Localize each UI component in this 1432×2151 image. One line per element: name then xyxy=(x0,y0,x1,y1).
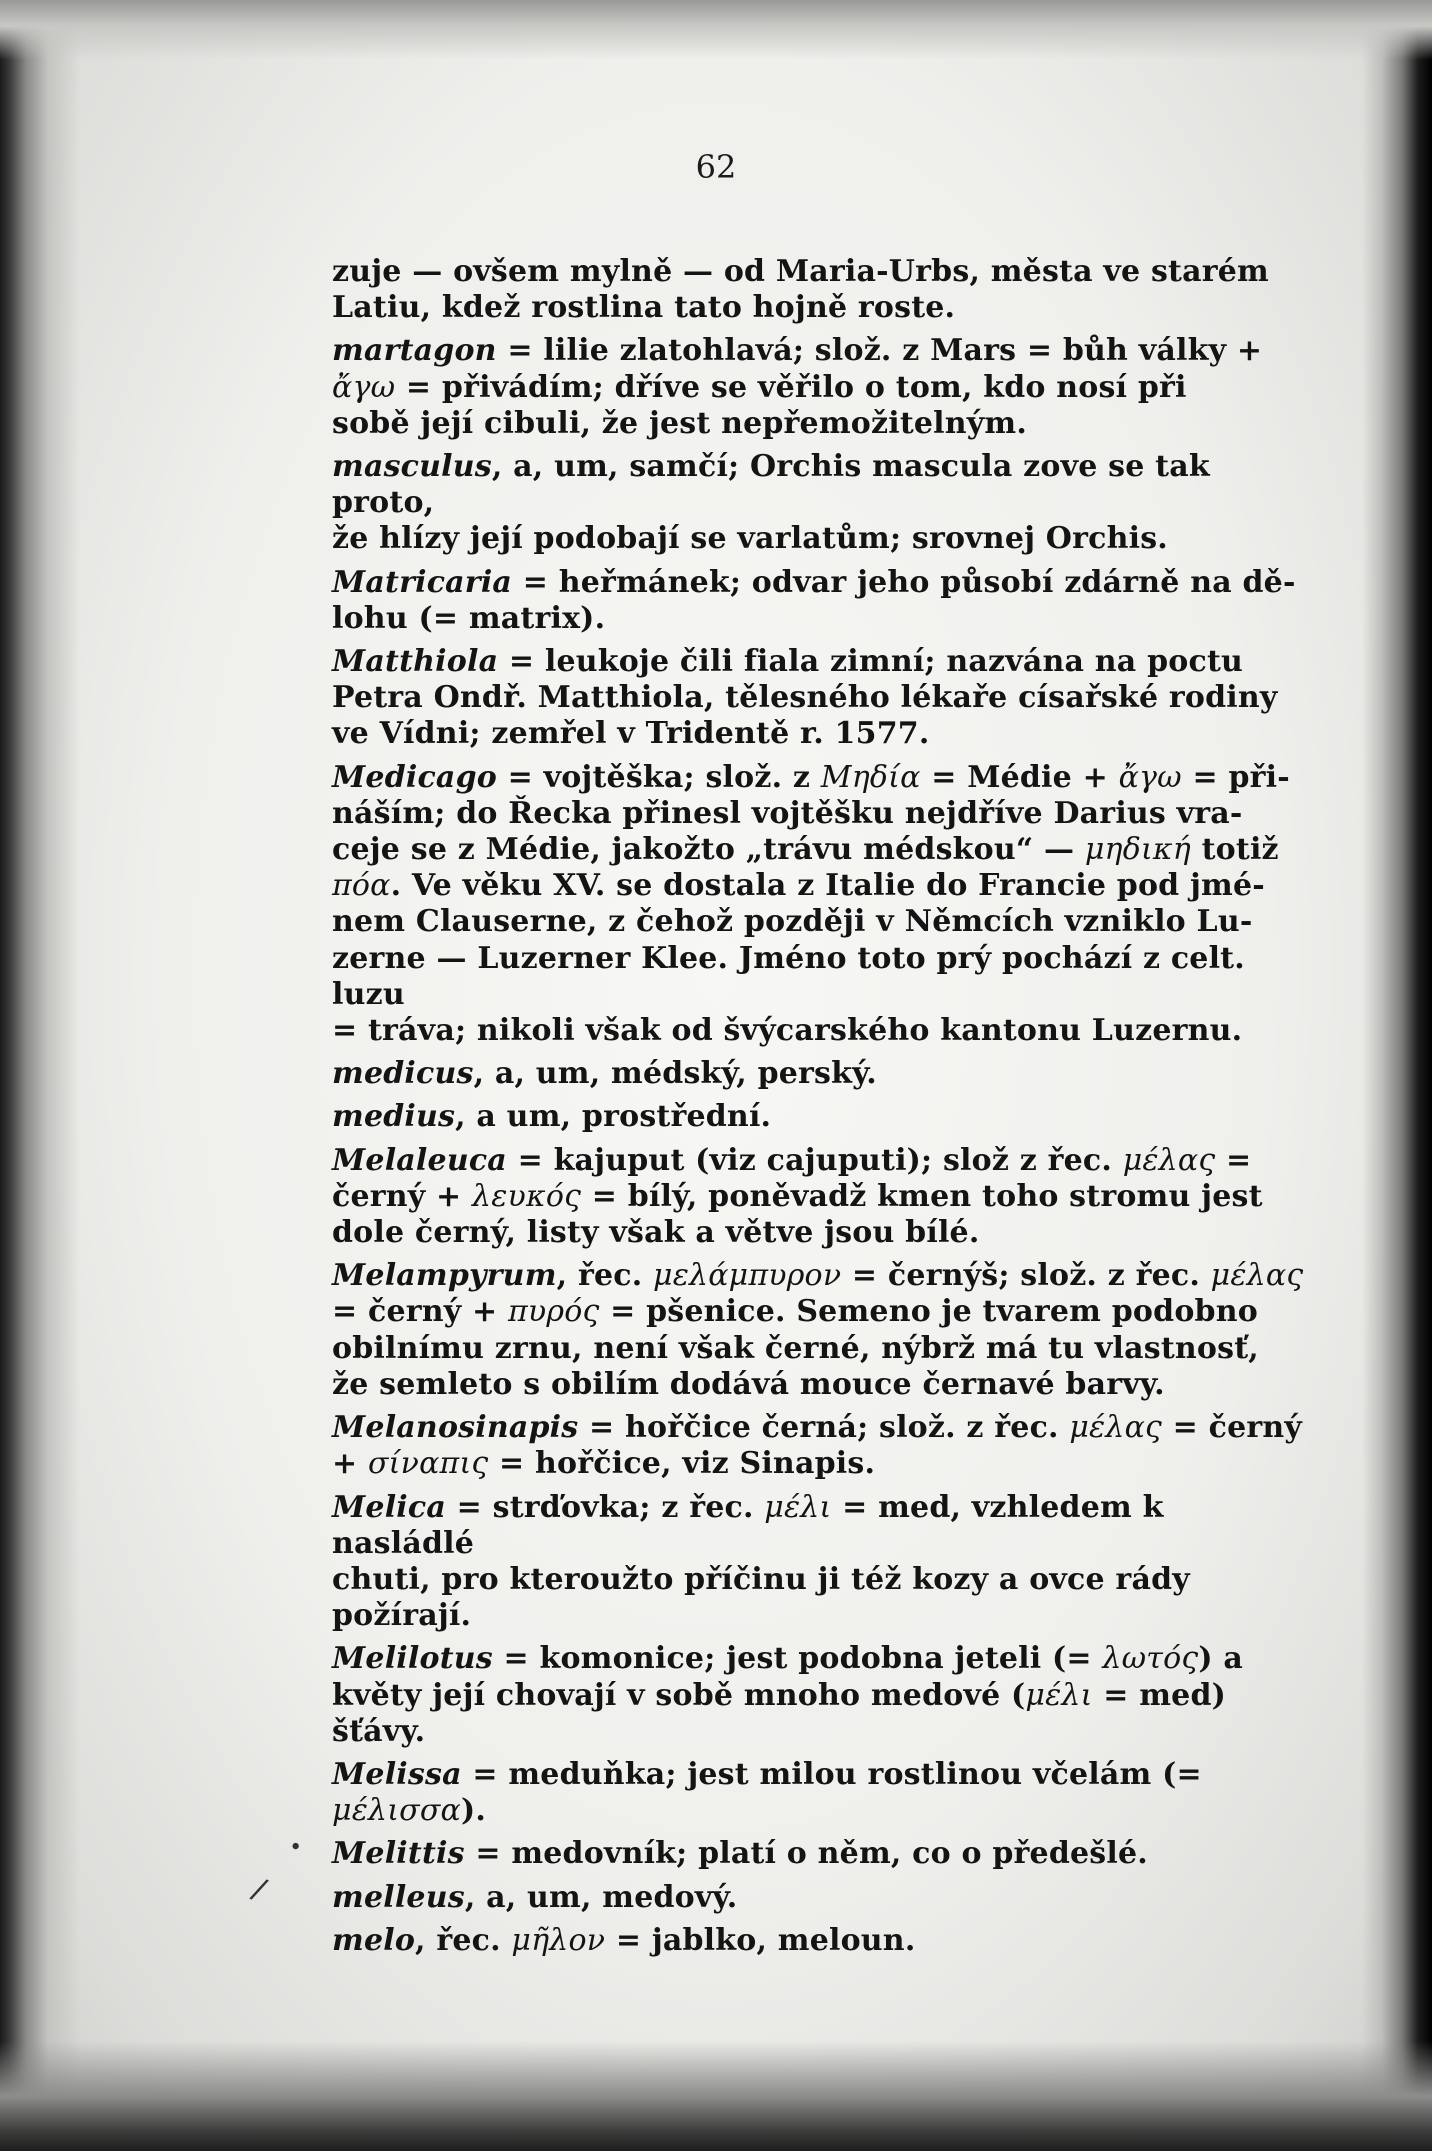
greek-word: μηδική xyxy=(1084,832,1191,868)
entry-masculus xyxy=(332,449,1306,558)
text-line: ) a xyxy=(1198,1641,1244,1677)
text-line: sobě její cibuli, že jest nepřemožitelným. xyxy=(332,405,1028,441)
text-line: = pšenice. Semeno je tvarem podobno xyxy=(599,1294,1258,1330)
text-line: = leukoje čili fiala zimní; nazvána na poctu xyxy=(498,644,1244,680)
text-line: že semleto s obilím dodává mouce černavé barvy. xyxy=(332,1366,1165,1402)
headword: Melampyrum xyxy=(332,1258,557,1294)
text-line: = Médie + xyxy=(920,759,1119,795)
text-line: = meduňka; jest milou rostlinou včelám (= xyxy=(461,1756,1202,1792)
greek-word: μέλας xyxy=(1210,1258,1304,1294)
greek-word: ἄγω xyxy=(1118,759,1182,795)
text-line: = černý xyxy=(1162,1410,1303,1446)
entry-melissa xyxy=(332,1757,1306,1829)
text-line: = kajuput (viz cajuputi); slož z řec. xyxy=(506,1142,1123,1178)
text-line: Latiu, kdež rostlina tato hojně roste. xyxy=(332,290,956,326)
entry-continuation xyxy=(332,254,1306,326)
text-line: požírají. xyxy=(332,1598,472,1634)
text-line: , řec. xyxy=(556,1258,653,1294)
text-line: chuti, pro kteroužto příčinu ji též kozy a ovce rády xyxy=(332,1561,1190,1597)
text-line: = hořčice černá; slož. z řec. xyxy=(578,1410,1070,1446)
headword: martagon xyxy=(332,333,497,369)
headword: Medicago xyxy=(332,759,497,795)
text-line: = xyxy=(1215,1142,1252,1178)
greek-word: μέλας xyxy=(1122,1142,1216,1178)
ink-speck-mark: • xyxy=(284,1833,309,1862)
text-line: , a, um, médský, perský. xyxy=(473,1056,877,1092)
text-line: ve Vídni; zemřel v Tridentě r. 1577. xyxy=(332,716,930,752)
greek-word: μέλας xyxy=(1069,1410,1163,1446)
headword: Melanosinapis xyxy=(332,1410,579,1446)
entry-melilotus xyxy=(332,1641,1306,1750)
text-line: šťávy. xyxy=(332,1713,426,1749)
text-line: = med) xyxy=(1092,1677,1227,1713)
text-line: lohu (= matrix). xyxy=(332,600,606,636)
entry-matricaria xyxy=(332,565,1306,637)
text-line: zerne — Luzerner Klee. Jméno toto prý pochází z celt. luzu xyxy=(332,940,1245,1012)
headword: Melittis xyxy=(332,1836,465,1872)
entry-melleus xyxy=(332,1880,1306,1916)
text-line: = med, vzhledem k nasládlé xyxy=(332,1489,1164,1561)
text-line: nem Clauserne, z čehož později v Němcích vzniklo Lu- xyxy=(332,904,1253,940)
greek-word: πόα xyxy=(332,868,391,904)
text-line: = tráva; nikoli však od švýcarského kantonu Luzernu. xyxy=(332,1013,1243,1049)
text-line: = přivádím; dříve se věřilo o tom, kdo nosí při xyxy=(395,369,1187,405)
dictionary-text xyxy=(332,254,1306,1966)
text-line: , řec. xyxy=(415,1922,512,1958)
headword: Melica xyxy=(332,1489,446,1525)
headword: medius xyxy=(332,1099,456,1135)
greek-word: λωτός xyxy=(1102,1641,1199,1677)
text-line: Petra Ondř. Matthiola, tělesného lékaře císařské rodiny xyxy=(332,680,1278,716)
scan-shadow-right xyxy=(1362,0,1432,2151)
text-line: dole černý, listy však a větve jsou bílé. xyxy=(332,1215,980,1251)
text-line: = jablko, meloun. xyxy=(605,1922,916,1958)
headword: Matthiola xyxy=(332,644,499,680)
text-line: květy její chovají v sobě mnoho medové ( xyxy=(332,1677,1026,1713)
text-line: ceje se z Médie, jakožto „trávu médskou“ — xyxy=(332,832,1085,868)
text-line: = hořčice, viz Sinapis. xyxy=(488,1446,876,1482)
headword: Matricaria xyxy=(332,564,513,600)
ink-stroke-mark: / xyxy=(247,1871,272,1908)
text-line: , a, um, samčí; Orchis mascula zove se tak proto, xyxy=(332,449,1210,521)
scan-shadow-left xyxy=(0,0,80,2151)
text-line: černý + xyxy=(332,1178,473,1214)
entry-medius xyxy=(332,1099,1306,1135)
headword: Melissa xyxy=(332,1756,462,1792)
entry-melo xyxy=(332,1923,1306,1959)
entry-melittis xyxy=(332,1836,1306,1872)
text-line: = vojtěška; slož. z xyxy=(496,759,821,795)
greek-word: μῆλον xyxy=(511,1922,606,1958)
entry-melica xyxy=(332,1490,1306,1635)
text-line: , a, um, medový. xyxy=(464,1879,738,1915)
greek-word: μελάμπυρον xyxy=(653,1258,842,1294)
greek-word: μέλι xyxy=(764,1489,832,1525)
greek-word: λευκός xyxy=(472,1178,582,1214)
text-line: zuje — ovšem mylně — od Maria-Urbs, města ve starém xyxy=(332,254,1269,289)
text-line: = medovník; platí o něm, co o předešlé. xyxy=(464,1836,1148,1872)
headword: Melaleuca xyxy=(332,1142,507,1178)
scan-shadow-top xyxy=(0,0,1432,60)
text-line: = při- xyxy=(1181,759,1290,795)
text-line: , a um, prostřední. xyxy=(455,1099,772,1135)
headword: melo xyxy=(332,1922,416,1958)
entry-medicus xyxy=(332,1056,1306,1092)
headword: medicus xyxy=(332,1056,474,1092)
text-line: = komonice; jest podobna jeteli (= xyxy=(492,1641,1103,1677)
text-line: obilnímu zrnu, není však černé, nýbrž má tu vlastnosť, xyxy=(332,1330,1259,1366)
text-line: totiž xyxy=(1190,832,1279,868)
entry-melampyrum xyxy=(332,1258,1306,1403)
greek-word: σίναπις xyxy=(367,1446,489,1482)
greek-word: ἄγω xyxy=(332,369,396,405)
headword: melleus xyxy=(332,1879,465,1915)
entry-matthiola xyxy=(332,644,1306,753)
entry-melanosinapis xyxy=(332,1410,1306,1482)
text-line: že hlízy její podobají se varlatům; srovnej Orchis. xyxy=(332,521,1168,557)
greek-word: μέλισσα xyxy=(332,1793,461,1829)
text-line: = strďovka; z řec. xyxy=(446,1489,765,1525)
greek-word: μέλι xyxy=(1025,1677,1093,1713)
headword: masculus xyxy=(332,449,492,485)
text-line: . Ve věku XV. se dostala z Italie do Francie pod jmé- xyxy=(390,868,1265,904)
page-number: 62 xyxy=(695,148,737,186)
text-line: náším; do Řecka přinesl vojtěšku nejdříve Darius vra- xyxy=(332,795,1243,831)
entry-martagon xyxy=(332,333,1306,442)
scan-shadow-bottom xyxy=(0,2041,1432,2151)
text-line: + xyxy=(332,1446,368,1482)
text-line: ). xyxy=(461,1793,487,1829)
text-line: = černýš; slož. z řec. xyxy=(841,1258,1211,1294)
text-line: = bílý, poněvadž kmen toho stromu jest xyxy=(581,1178,1263,1214)
greek-word: Μηδία xyxy=(820,759,921,795)
text-line: = černý + xyxy=(332,1294,509,1330)
headword: Melilotus xyxy=(332,1641,493,1677)
text-line: = heřmánek; odvar jeho působí zdárně na dě- xyxy=(512,564,1296,600)
greek-word: πυρός xyxy=(508,1294,600,1330)
entry-medicago xyxy=(332,760,1306,1050)
text-line: = lilie zlatohlavá; slož. z Mars = bůh války + xyxy=(496,333,1263,369)
entry-melaleuca xyxy=(332,1143,1306,1252)
